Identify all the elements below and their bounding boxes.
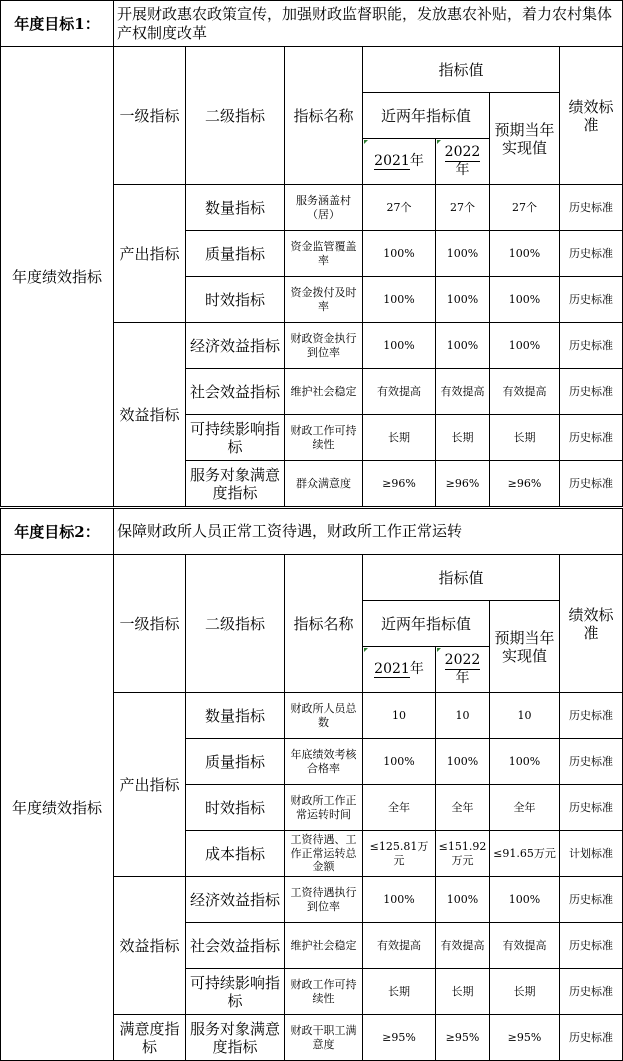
expected-cell: 长期 <box>490 415 560 461</box>
header-recent: 近两年指标值 <box>363 601 490 647</box>
goal2-text: 保障财政所人员正常工资待遇，财政所工作正常运转 <box>114 509 623 555</box>
value-2021-cell: 100% <box>363 877 436 923</box>
name-cell: 维护社会稳定 <box>285 923 363 969</box>
standard-cell: 历史标准 <box>560 415 623 461</box>
comment-marker-icon <box>364 140 368 144</box>
category-cell: 年度绩效指标 <box>1 555 114 1061</box>
standard-cell: 历史标准 <box>560 185 623 231</box>
value-2022-cell: 100% <box>436 739 490 785</box>
header-year-2021: 2021年 <box>363 647 436 693</box>
level2-cell: 服务对象满意度指标 <box>186 461 285 507</box>
goal1-label: 年度目标1： <box>1 1 114 47</box>
header-standard: 绩效标准 <box>560 47 623 185</box>
name-cell: 群众满意度 <box>285 461 363 507</box>
value-2021-cell: 100% <box>363 231 436 277</box>
expected-cell: ≥95% <box>490 1015 560 1061</box>
value-2021-cell: 有效提高 <box>363 923 436 969</box>
header-level2: 二级指标 <box>186 555 285 693</box>
standard-cell: 历史标准 <box>560 323 623 369</box>
expected-cell: 100% <box>490 231 560 277</box>
header-level1: 一级指标 <box>114 47 186 185</box>
level2-cell: 社会效益指标 <box>186 369 285 415</box>
level1-output: 产出指标 <box>114 185 186 323</box>
value-2022-cell: 有效提高 <box>436 369 490 415</box>
value-2021-cell: 全年 <box>363 785 436 831</box>
name-cell: 资金拨付及时率 <box>285 277 363 323</box>
value-2022-cell: 27个 <box>436 185 490 231</box>
expected-cell: 10 <box>490 693 560 739</box>
category-cell: 年度绩效指标 <box>1 47 114 507</box>
level2-cell: 经济效益指标 <box>186 323 285 369</box>
value-2021-cell: 100% <box>363 739 436 785</box>
level2-cell: 时效指标 <box>186 785 285 831</box>
level2-cell: 可持续影响指标 <box>186 415 285 461</box>
level1-satisfaction: 满意度指标 <box>114 1015 186 1061</box>
goal2-label: 年度目标2： <box>1 509 114 555</box>
value-2022-cell: 100% <box>436 231 490 277</box>
value-2021-cell: 100% <box>363 277 436 323</box>
header-recent: 近两年指标值 <box>363 93 490 139</box>
expected-cell: 有效提高 <box>490 923 560 969</box>
level2-cell: 成本指标 <box>186 831 285 877</box>
value-2021-cell: ≥95% <box>363 1015 436 1061</box>
value-2022-cell: ≥96% <box>436 461 490 507</box>
name-cell: 财政所人员总数 <box>285 693 363 739</box>
standard-cell: 历史标准 <box>560 277 623 323</box>
level2-cell: 质量指标 <box>186 739 285 785</box>
expected-cell: 全年 <box>490 785 560 831</box>
header-year-2022: 2022 年 <box>436 647 490 693</box>
value-2022-cell: 长期 <box>436 969 490 1015</box>
expected-cell: ≥96% <box>490 461 560 507</box>
value-2021-cell: 27个 <box>363 185 436 231</box>
name-cell: 财政干职工满意度 <box>285 1015 363 1061</box>
standard-cell: 历史标准 <box>560 877 623 923</box>
name-cell: 财政所工作正常运转时间 <box>285 785 363 831</box>
level1-benefit: 效益指标 <box>114 323 186 507</box>
level2-cell: 服务对象满意度指标 <box>186 1015 285 1061</box>
name-cell: 资金监管覆盖率 <box>285 231 363 277</box>
header-expected: 预期当年实现值 <box>490 93 560 185</box>
value-2021-cell: 长期 <box>363 969 436 1015</box>
standard-cell: 历史标准 <box>560 1015 623 1061</box>
value-2021-cell: 长期 <box>363 415 436 461</box>
level2-cell: 数量指标 <box>186 693 285 739</box>
level2-cell: 可持续影响指标 <box>186 969 285 1015</box>
header-value: 指标值 <box>363 47 560 93</box>
value-2021-cell: 有效提高 <box>363 369 436 415</box>
header-standard: 绩效标准 <box>560 555 623 693</box>
standard-cell: 历史标准 <box>560 693 623 739</box>
standard-cell: 历史标准 <box>560 739 623 785</box>
name-cell: 工资待遇、工作正常运转总金额 <box>285 831 363 877</box>
value-2021-cell: ≥96% <box>363 461 436 507</box>
header-level1: 一级指标 <box>114 555 186 693</box>
level1-output: 产出指标 <box>114 693 186 877</box>
comment-marker-icon <box>437 648 441 652</box>
standard-cell: 历史标准 <box>560 231 623 277</box>
header-year-2022: 2022 年 <box>436 139 490 185</box>
value-2022-cell: 长期 <box>436 415 490 461</box>
level2-cell: 质量指标 <box>186 231 285 277</box>
value-2022-cell: 10 <box>436 693 490 739</box>
comment-marker-icon <box>437 140 441 144</box>
value-2021-cell: 10 <box>363 693 436 739</box>
standard-cell: 历史标准 <box>560 785 623 831</box>
goal1-text: 开展财政惠农政策宣传，加强财政监督职能，发放惠农补贴，着力农村集体产权制度改革 <box>114 1 623 47</box>
standard-cell: 历史标准 <box>560 923 623 969</box>
standard-cell: 历史标准 <box>560 969 623 1015</box>
expected-cell: 100% <box>490 323 560 369</box>
expected-cell: 100% <box>490 877 560 923</box>
comment-marker-icon <box>364 648 368 652</box>
header-name: 指标名称 <box>285 47 363 185</box>
name-cell: 维护社会稳定 <box>285 369 363 415</box>
level2-cell: 数量指标 <box>186 185 285 231</box>
header-year-2021: 2021年 <box>363 139 436 185</box>
expected-cell: 100% <box>490 739 560 785</box>
goal2-table <box>0 508 623 1061</box>
header-level2: 二级指标 <box>186 47 285 185</box>
value-2022-cell: ≥95% <box>436 1015 490 1061</box>
value-2022-cell: 100% <box>436 277 490 323</box>
header-expected: 预期当年实现值 <box>490 601 560 693</box>
level1-benefit: 效益指标 <box>114 877 186 1015</box>
value-2021-cell: ≤125.81万元 <box>363 831 436 877</box>
expected-cell: ≤91.65万元 <box>490 831 560 877</box>
expected-cell: 27个 <box>490 185 560 231</box>
name-cell: 服务涵盖村（居） <box>285 185 363 231</box>
name-cell: 财政工作可持续性 <box>285 415 363 461</box>
standard-cell: 计划标准 <box>560 831 623 877</box>
expected-cell: 100% <box>490 277 560 323</box>
name-cell: 财政工作可持续性 <box>285 969 363 1015</box>
level2-cell: 经济效益指标 <box>186 877 285 923</box>
name-cell: 财政资金执行到位率 <box>285 323 363 369</box>
expected-cell: 长期 <box>490 969 560 1015</box>
expected-cell: 有效提高 <box>490 369 560 415</box>
value-2022-cell: ≤151.92万元 <box>436 831 490 877</box>
name-cell: 年底绩效考核合格率 <box>285 739 363 785</box>
header-value: 指标值 <box>363 555 560 601</box>
value-2022-cell: 全年 <box>436 785 490 831</box>
value-2022-cell: 100% <box>436 323 490 369</box>
name-cell: 工资待遇执行到位率 <box>285 877 363 923</box>
standard-cell: 历史标准 <box>560 369 623 415</box>
value-2021-cell: 100% <box>363 323 436 369</box>
standard-cell: 历史标准 <box>560 461 623 507</box>
value-2022-cell: 有效提高 <box>436 923 490 969</box>
goal1-table <box>0 0 623 507</box>
level2-cell: 社会效益指标 <box>186 923 285 969</box>
value-2022-cell: 100% <box>436 877 490 923</box>
level2-cell: 时效指标 <box>186 277 285 323</box>
header-name: 指标名称 <box>285 555 363 693</box>
